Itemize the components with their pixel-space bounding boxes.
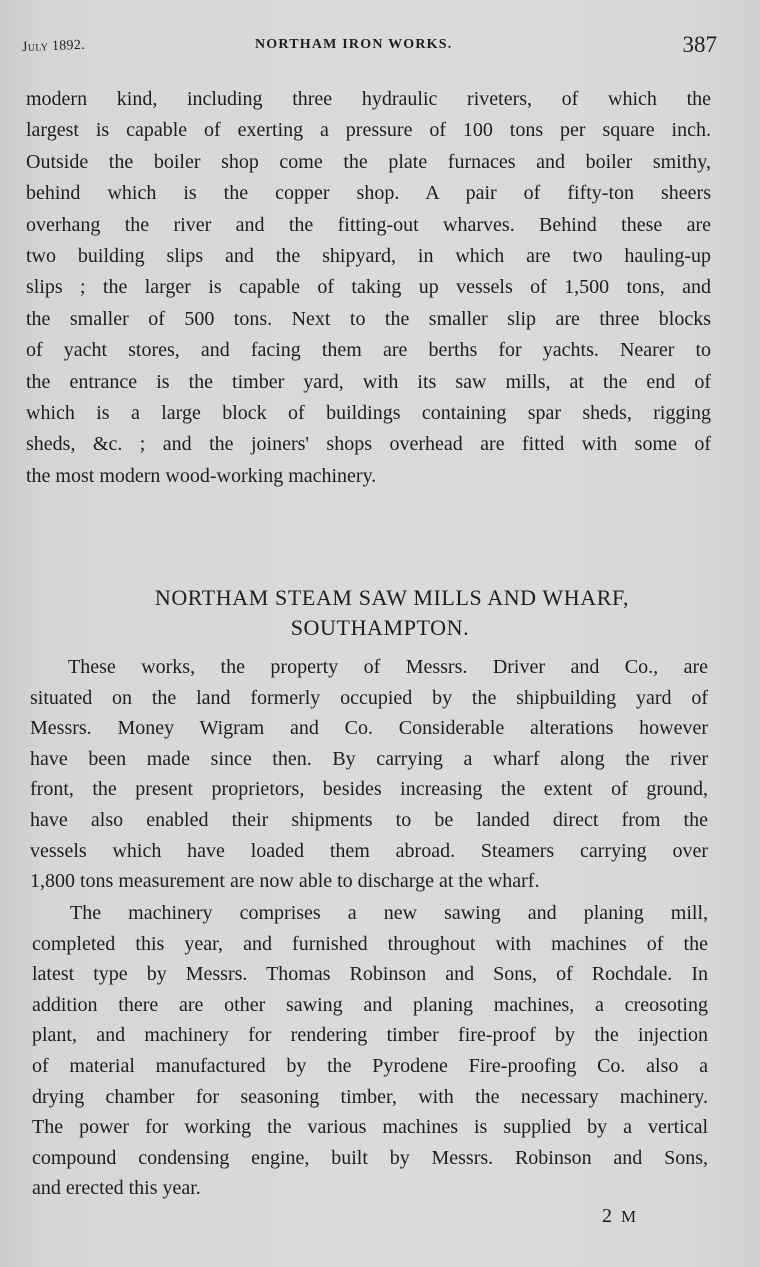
text-line: plant, and machinery for rendering timber fire-proof by the injection	[32, 1024, 708, 1047]
text-line: overhang the river and the fitting-out wharves. Behind these are	[26, 213, 711, 236]
text-line: The power for working the various machines is supplied by a vertical	[32, 1116, 708, 1139]
text-line: drying chamber for seasoning timber, with the necessary machinery.	[32, 1085, 708, 1108]
text-line: situated on the land formerly occupied by the shipbuilding yard of	[30, 686, 708, 709]
text-line: and erected this year.	[32, 1177, 201, 1200]
text-line: Outside the boiler shop come the plate furnaces and boiler smithy,	[26, 150, 711, 173]
text-line: latest type by Messrs. Thomas Robinson and Sons, of Rochdale. In	[32, 963, 708, 986]
signature-mark	[602, 1205, 638, 1228]
text-line: have been made since then. By carrying a wharf along the river	[30, 747, 708, 770]
text-line: two building slips and the shipyard, in which are two hauling-up	[26, 244, 711, 267]
page-number: 387	[682, 32, 717, 57]
text-line: sheds, &c. ; and the joiners' shops overhead are fitted with some of	[26, 433, 711, 456]
text-line: of yacht stores, and facing them are berths for yachts. Nearer to	[26, 339, 711, 362]
text-line: front, the present proprietors, besides increasing the extent of ground,	[30, 778, 708, 801]
paragraph-1	[30, 652, 708, 897]
text-line: The machinery comprises a new sawing and planing mill,	[70, 902, 708, 924]
text-line: addition there are other sawing and planing machines, a creosoting	[32, 993, 708, 1016]
running-head-date: July 1892.	[21, 37, 86, 55]
text-line: completed this year, and furnished throughout with machines of the	[32, 932, 708, 955]
running-head-title: NORTHAM IRON WORKS.	[255, 37, 453, 52]
text-line: vessels which have loaded them abroad. Steamers carrying over	[30, 839, 708, 862]
text-line: the entrance is the timber yard, with its saw mills, at the end of	[26, 370, 711, 393]
section-heading-subtitle: SOUTHAMPTON.	[290, 615, 470, 640]
signature-letter: M	[621, 1207, 639, 1226]
text-line: slips ; the larger is capable of taking up vessels of 1,500 tons, and	[26, 276, 711, 299]
running-head	[21, 32, 717, 64]
text-line: have also enabled their shipments to be landed direct from the	[30, 808, 708, 831]
paragraph-2	[32, 898, 708, 1204]
text-line: compound condensing engine, built by Messrs. Robinson and Sons,	[32, 1146, 708, 1169]
text-line: These works, the property of Messrs. Driver and Co., are	[68, 656, 708, 678]
continued-paragraph	[26, 84, 711, 492]
text-line: modern kind, including three hydraulic riveters, of which the	[26, 88, 711, 110]
text-line: Messrs. Money Wigram and Co. Considerable alterations however	[30, 717, 708, 740]
signature-number: 2	[602, 1205, 614, 1227]
text-line: the most modern wood-working machinery.	[26, 464, 377, 487]
section-heading: NORTHAM STEAM SAW MILLS AND WHARF,	[154, 585, 630, 610]
text-line: of material manufactured by the Pyrodene Fire-proofing Co. also a	[32, 1054, 708, 1077]
text-line: largest is capable of exerting a pressure of 100 tons per square inch.	[26, 119, 711, 142]
text-line: the smaller of 500 tons. Next to the smaller slip are three blocks	[26, 307, 711, 330]
text-line: behind which is the copper shop. A pair of fifty-ton sheers	[26, 182, 711, 205]
text-line: which is a large block of buildings containing spar sheds, rigging	[26, 401, 711, 424]
text-line: 1,800 tons measurement are now able to discharge at the wharf.	[30, 870, 540, 893]
